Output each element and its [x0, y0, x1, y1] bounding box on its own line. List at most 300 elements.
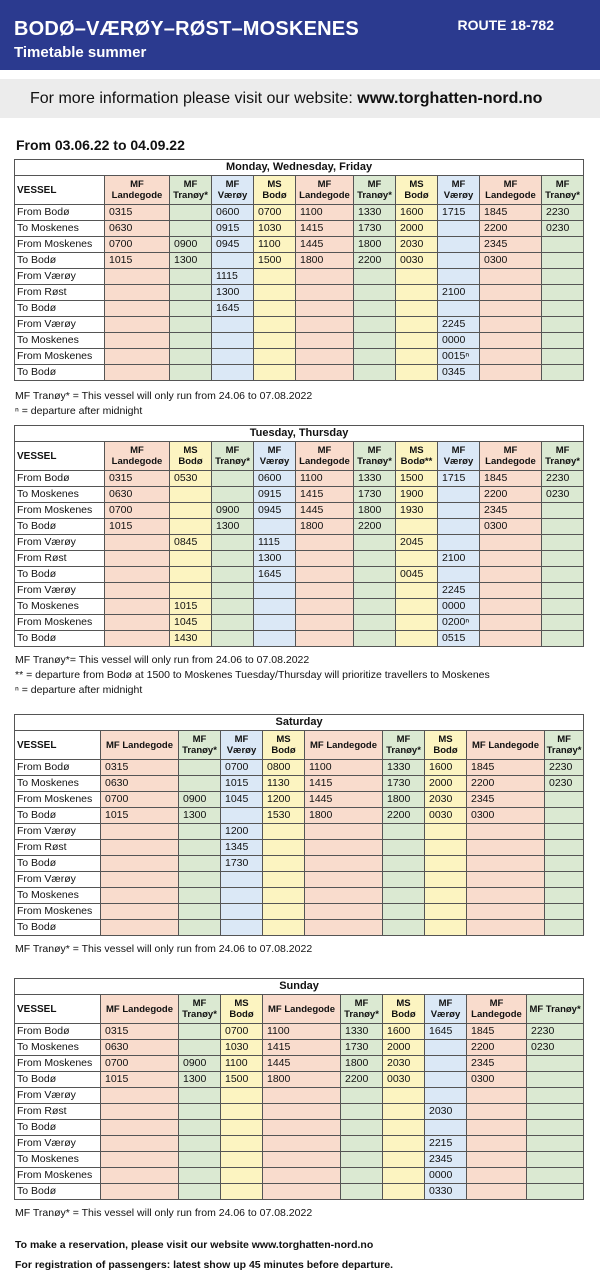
departure-time-cell: 0300 [480, 519, 542, 535]
departure-time-cell [542, 333, 584, 349]
footnote: MF Tranøy*= This vessel will only run from 24.06 to 07.08.2022 [15, 654, 310, 666]
vessel-header-row [15, 995, 584, 1024]
departure-time-cell [101, 872, 179, 888]
departure-time-cell: 0300 [467, 1072, 527, 1088]
departure-time-cell: 2100 [438, 551, 480, 567]
departure-time-cell [105, 269, 170, 285]
departure-time-cell [101, 904, 179, 920]
departure-time-cell [542, 269, 584, 285]
departure-time-cell [354, 349, 396, 365]
departure-time-cell: 1415 [296, 487, 354, 503]
table-row [15, 487, 584, 503]
departure-time-cell: 1330 [383, 760, 425, 776]
departure-time-cell [105, 615, 170, 631]
departure-time-cell [179, 1184, 221, 1200]
departure-time-cell [480, 567, 542, 583]
departure-time-cell [480, 599, 542, 615]
table-row [15, 1136, 584, 1152]
departure-time-cell [212, 535, 254, 551]
stop-label: From Værøy [15, 1136, 101, 1152]
departure-time-cell [263, 856, 305, 872]
stop-label: From Værøy [15, 269, 105, 285]
departure-time-cell: 1300 [170, 253, 212, 269]
departure-time-cell [545, 856, 584, 872]
departure-time-cell [542, 567, 584, 583]
vessel-column-header: MF Landegode [296, 176, 354, 205]
departure-time-cell [467, 1184, 527, 1200]
departure-time-cell [101, 1120, 179, 1136]
stop-label: From Værøy [15, 583, 105, 599]
departure-time-cell: 0230 [542, 487, 584, 503]
departure-time-cell: 1415 [263, 1040, 341, 1056]
departure-time-cell: 0300 [467, 808, 545, 824]
departure-time-cell [179, 760, 221, 776]
departure-time-cell [354, 269, 396, 285]
table-row [15, 205, 584, 221]
departure-time-cell: 1730 [341, 1040, 383, 1056]
stop-label: To Bodø [15, 365, 105, 381]
timetable-tue-thu [14, 425, 584, 647]
departure-time-cell [341, 1088, 383, 1104]
departure-time-cell: 0230 [542, 221, 584, 237]
departure-time-cell [305, 824, 383, 840]
departure-time-cell: 0345 [438, 365, 480, 381]
departure-time-cell [383, 856, 425, 872]
departure-time-cell [396, 519, 438, 535]
table-row [15, 920, 584, 936]
departure-time-cell [396, 349, 438, 365]
departure-time-cell: 1645 [425, 1024, 467, 1040]
departure-time-cell [296, 317, 354, 333]
departure-time-cell [354, 285, 396, 301]
departure-time-cell [467, 872, 545, 888]
section-title-row [15, 426, 584, 442]
table-row [15, 285, 584, 301]
departure-time-cell: 1100 [263, 1024, 341, 1040]
departure-time-cell [179, 1088, 221, 1104]
vessel-column-header: MS Bodø [221, 995, 263, 1024]
vessel-column-header: MF Tranøy* [354, 442, 396, 471]
departure-time-cell [101, 1184, 179, 1200]
departure-time-cell [425, 904, 467, 920]
table-row [15, 269, 584, 285]
table-row [15, 808, 584, 824]
departure-time-cell [105, 317, 170, 333]
departure-time-cell [480, 365, 542, 381]
departure-time-cell: 1330 [354, 471, 396, 487]
vessel-column-header: MF Tranøy* [383, 731, 425, 760]
stop-label: From Moskenes [15, 792, 101, 808]
stop-label: From Moskenes [15, 1056, 101, 1072]
departure-time-cell [105, 301, 170, 317]
departure-time-cell: 1415 [296, 221, 354, 237]
departure-time-cell [170, 551, 212, 567]
departure-time-cell: 1730 [221, 856, 263, 872]
departure-time-cell [101, 1168, 179, 1184]
departure-time-cell [396, 615, 438, 631]
departure-time-cell: 0630 [105, 221, 170, 237]
registration-note: For registration of passengers: latest show up 45 minutes before departure. [15, 1259, 394, 1271]
departure-time-cell: 1300 [179, 1072, 221, 1088]
departure-time-cell [179, 776, 221, 792]
departure-time-cell [305, 888, 383, 904]
departure-time-cell [263, 904, 305, 920]
route-title: BODØ–VÆRØY–RØST–MOSKENES [14, 18, 359, 40]
departure-time-cell [296, 269, 354, 285]
section-title-row [15, 979, 584, 995]
departure-time-cell [396, 301, 438, 317]
departure-time-cell: 1415 [305, 776, 383, 792]
departure-time-cell [438, 301, 480, 317]
departure-time-cell: 0845 [170, 535, 212, 551]
departure-time-cell: 0000 [438, 599, 480, 615]
departure-time-cell: 2345 [425, 1152, 467, 1168]
departure-time-cell [425, 856, 467, 872]
vessel-column-header: MS Bodø [254, 176, 296, 205]
departure-time-cell [467, 1088, 527, 1104]
departure-time-cell [105, 583, 170, 599]
departure-time-cell [254, 301, 296, 317]
table-row [15, 301, 584, 317]
departure-time-cell [221, 1152, 263, 1168]
stop-label: From Moskenes [15, 503, 105, 519]
departure-time-cell [467, 1136, 527, 1152]
departure-time-cell [467, 856, 545, 872]
timetable-subtitle: Timetable summer [14, 44, 147, 61]
departure-time-cell: 0300 [480, 253, 542, 269]
footnote: ⁿ = departure after midnight [15, 684, 143, 696]
stop-label: To Bodø [15, 808, 101, 824]
departure-time-cell: 1015 [101, 1072, 179, 1088]
departure-time-cell [480, 551, 542, 567]
departure-time-cell: 0915 [212, 221, 254, 237]
table-row [15, 856, 584, 872]
departure-time-cell: 1445 [296, 237, 354, 253]
departure-time-cell: 1500 [254, 253, 296, 269]
stop-label: From Moskenes [15, 904, 101, 920]
departure-time-cell [527, 1072, 584, 1088]
departure-time-cell [179, 840, 221, 856]
departure-time-cell [170, 221, 212, 237]
departure-time-cell [383, 1152, 425, 1168]
departure-time-cell [170, 567, 212, 583]
departure-time-cell [467, 920, 545, 936]
stop-label: To Bodø [15, 519, 105, 535]
departure-time-cell: 1600 [396, 205, 438, 221]
notes-saturday [15, 942, 312, 957]
departure-time-cell [542, 615, 584, 631]
departure-time-cell: 2200 [467, 1040, 527, 1056]
table-row [15, 237, 584, 253]
departure-time-cell [467, 888, 545, 904]
vessel-column-header: MF Tranøy* [179, 731, 221, 760]
vessel-column-header: MS Bodø [425, 731, 467, 760]
departure-time-cell: 1530 [263, 808, 305, 824]
departure-time-cell [263, 1104, 341, 1120]
departure-time-cell: 2200 [354, 519, 396, 535]
table-row [15, 776, 584, 792]
departure-time-cell: 0315 [101, 760, 179, 776]
departure-time-cell [354, 599, 396, 615]
departure-time-cell: 2345 [467, 1056, 527, 1072]
stop-label: To Bodø [15, 301, 105, 317]
departure-time-cell [354, 317, 396, 333]
vessel-column-header: MF Landegode [296, 442, 354, 471]
departure-time-cell [480, 535, 542, 551]
departure-time-cell [212, 349, 254, 365]
stop-label: From Moskenes [15, 615, 105, 631]
departure-time-cell [101, 840, 179, 856]
departure-time-cell: 1015 [170, 599, 212, 615]
departure-time-cell [383, 1136, 425, 1152]
departure-time-cell [467, 1168, 527, 1184]
departure-time-cell: 2230 [542, 205, 584, 221]
stop-label: To Moskenes [15, 888, 101, 904]
departure-time-cell [383, 1104, 425, 1120]
table-row [15, 583, 584, 599]
departure-time-cell: 1330 [354, 205, 396, 221]
vessel-column-header: MF Landegode [467, 995, 527, 1024]
departure-time-cell: 2045 [396, 535, 438, 551]
table-row [15, 1024, 584, 1040]
departure-time-cell [105, 333, 170, 349]
period-heading: From 03.06.22 to 04.09.22 [16, 137, 185, 153]
departure-time-cell [305, 840, 383, 856]
departure-time-cell [354, 333, 396, 349]
departure-time-cell: 1845 [467, 1024, 527, 1040]
departure-time-cell: 0030 [425, 808, 467, 824]
departure-time-cell [105, 567, 170, 583]
departure-time-cell [425, 1120, 467, 1136]
departure-time-cell: 0945 [212, 237, 254, 253]
departure-time-cell [179, 824, 221, 840]
departure-time-cell [527, 1184, 584, 1200]
departure-time-cell [179, 888, 221, 904]
departure-time-cell: 0630 [101, 776, 179, 792]
departure-time-cell: 0600 [212, 205, 254, 221]
vessel-column-header: MF Landegode [101, 731, 179, 760]
vessel-column-header: MF Værøy [438, 176, 480, 205]
departure-time-cell [179, 1136, 221, 1152]
departure-time-cell [263, 1152, 341, 1168]
departure-time-cell [105, 349, 170, 365]
departure-time-cell [296, 631, 354, 647]
departure-time-cell [254, 285, 296, 301]
footnote: ** = departure from Bodø at 1500 to Moskenes Tuesday/Thursday will prioritize travellers to Moskenes [15, 669, 490, 681]
departure-time-cell [383, 1120, 425, 1136]
departure-time-cell [341, 1184, 383, 1200]
departure-time-cell: 2200 [354, 253, 396, 269]
departure-time-cell [425, 1088, 467, 1104]
departure-time-cell: 2100 [438, 285, 480, 301]
departure-time-cell [221, 1168, 263, 1184]
departure-time-cell: 0600 [254, 471, 296, 487]
footnote: MF Tranøy* = This vessel will only run from 24.06 to 07.08.2022 [15, 943, 313, 955]
notes-tue-thu [15, 653, 490, 698]
departure-time-cell [170, 519, 212, 535]
notes-sunday [15, 1206, 312, 1221]
departure-time-cell: 2215 [425, 1136, 467, 1152]
vessel-column-header: MF Værøy [438, 442, 480, 471]
departure-time-cell: 0045 [396, 567, 438, 583]
departure-time-cell: 1930 [396, 503, 438, 519]
departure-time-cell [341, 1168, 383, 1184]
departure-time-cell [105, 365, 170, 381]
table-row [15, 904, 584, 920]
vessel-column-header: MF Værøy [254, 442, 296, 471]
departure-time-cell [254, 349, 296, 365]
departure-time-cell [542, 301, 584, 317]
vessel-column-header: MF Tranøy* [542, 442, 584, 471]
departure-time-cell: 0530 [170, 471, 212, 487]
departure-time-cell [383, 1168, 425, 1184]
departure-time-cell [383, 840, 425, 856]
table-row [15, 792, 584, 808]
vessel-column-header: MS Bodø [383, 995, 425, 1024]
departure-time-cell [254, 519, 296, 535]
departure-time-cell [438, 519, 480, 535]
departure-time-cell [425, 872, 467, 888]
departure-time-cell: 0900 [179, 792, 221, 808]
departure-time-cell: 0900 [179, 1056, 221, 1072]
departure-time-cell: 1445 [263, 1056, 341, 1072]
departure-time-cell [170, 487, 212, 503]
departure-time-cell [296, 551, 354, 567]
vessel-label: VESSEL [15, 176, 105, 205]
vessel-column-header: MF Tranøy* [179, 995, 221, 1024]
departure-time-cell: 2200 [341, 1072, 383, 1088]
departure-time-cell [179, 920, 221, 936]
departure-time-cell: 1730 [383, 776, 425, 792]
departure-time-cell: 2345 [480, 237, 542, 253]
vessel-column-header: MF Landegode [467, 731, 545, 760]
departure-time-cell [527, 1136, 584, 1152]
departure-time-cell: 1645 [254, 567, 296, 583]
departure-time-cell: 1015 [105, 519, 170, 535]
departure-time-cell: 1115 [254, 535, 296, 551]
table-row [15, 333, 584, 349]
departure-time-cell: 1800 [296, 519, 354, 535]
vessel-column-header: MF Værøy [425, 995, 467, 1024]
departure-time-cell [396, 599, 438, 615]
departure-time-cell: 1800 [354, 503, 396, 519]
departure-time-cell [263, 1136, 341, 1152]
departure-time-cell [480, 317, 542, 333]
departure-time-cell [396, 285, 438, 301]
table-row [15, 1088, 584, 1104]
website-link[interactable]: www.torghatten-nord.no [357, 90, 543, 107]
stop-label: To Bodø [15, 1120, 101, 1136]
table-row [15, 599, 584, 615]
departure-time-cell [212, 317, 254, 333]
vessel-column-header: MF Tranøy* [341, 995, 383, 1024]
stop-label: To Bodø [15, 856, 101, 872]
departure-time-cell: 1300 [212, 285, 254, 301]
departure-time-cell [101, 856, 179, 872]
footnote: ⁿ = departure after midnight [15, 405, 143, 417]
departure-time-cell: 1030 [254, 221, 296, 237]
departure-time-cell [542, 317, 584, 333]
departure-time-cell: 2200 [480, 221, 542, 237]
departure-time-cell: 1845 [480, 471, 542, 487]
departure-time-cell [263, 1168, 341, 1184]
departure-time-cell [425, 840, 467, 856]
departure-time-cell: 0900 [212, 503, 254, 519]
departure-time-cell: 1200 [263, 792, 305, 808]
departure-time-cell [221, 1104, 263, 1120]
departure-time-cell [263, 1088, 341, 1104]
departure-time-cell [170, 269, 212, 285]
departure-time-cell [179, 1024, 221, 1040]
departure-time-cell [212, 615, 254, 631]
table-row [15, 888, 584, 904]
departure-time-cell: 1015 [105, 253, 170, 269]
departure-time-cell [254, 317, 296, 333]
departure-time-cell: 1300 [179, 808, 221, 824]
table-row [15, 1152, 584, 1168]
departure-time-cell [480, 583, 542, 599]
departure-time-cell: 1100 [221, 1056, 263, 1072]
stop-label: From Røst [15, 1104, 101, 1120]
departure-time-cell [383, 872, 425, 888]
footnote: MF Tranøy* = This vessel will only run from 24.06 to 07.08.2022 [15, 390, 313, 402]
departure-time-cell: 1800 [263, 1072, 341, 1088]
departure-time-cell: 0630 [101, 1040, 179, 1056]
departure-time-cell: 2200 [383, 808, 425, 824]
departure-time-cell [354, 583, 396, 599]
vessel-column-header: MF Tranøy* [527, 995, 584, 1024]
vessel-column-header: MF Tranøy* [170, 176, 212, 205]
departure-time-cell [354, 551, 396, 567]
departure-time-cell: 1900 [396, 487, 438, 503]
vessel-header-row [15, 176, 584, 205]
departure-time-cell [296, 333, 354, 349]
departure-time-cell [101, 1104, 179, 1120]
table-row [15, 317, 584, 333]
departure-time-cell [425, 824, 467, 840]
stop-label: From Moskenes [15, 1168, 101, 1184]
table-row [15, 872, 584, 888]
stop-label: From Moskenes [15, 237, 105, 253]
stop-label: To Bodø [15, 567, 105, 583]
vessel-column-header: MF Værøy [212, 176, 254, 205]
stop-label: From Røst [15, 285, 105, 301]
departure-time-cell [179, 1104, 221, 1120]
departure-time-cell [170, 205, 212, 221]
departure-time-cell [542, 503, 584, 519]
departure-time-cell [425, 888, 467, 904]
departure-time-cell [221, 920, 263, 936]
vessel-column-header: MS Bodø [170, 442, 212, 471]
vessel-header-row [15, 442, 584, 471]
stop-label: From Værøy [15, 872, 101, 888]
vessel-column-header: MF Tranøy* [542, 176, 584, 205]
departure-time-cell: 0030 [396, 253, 438, 269]
departure-time-cell: 1730 [354, 221, 396, 237]
table-row [15, 760, 584, 776]
departure-time-cell: 1130 [263, 776, 305, 792]
header-banner [0, 0, 600, 70]
table-row [15, 1168, 584, 1184]
departure-time-cell [480, 301, 542, 317]
info-text: For more information please visit our website: [30, 90, 358, 107]
notes-mon-wed-fri [15, 389, 312, 419]
departure-time-cell [527, 1104, 584, 1120]
departure-time-cell [527, 1056, 584, 1072]
departure-time-cell: 0945 [254, 503, 296, 519]
departure-time-cell [545, 792, 584, 808]
departure-time-cell: 0700 [221, 760, 263, 776]
